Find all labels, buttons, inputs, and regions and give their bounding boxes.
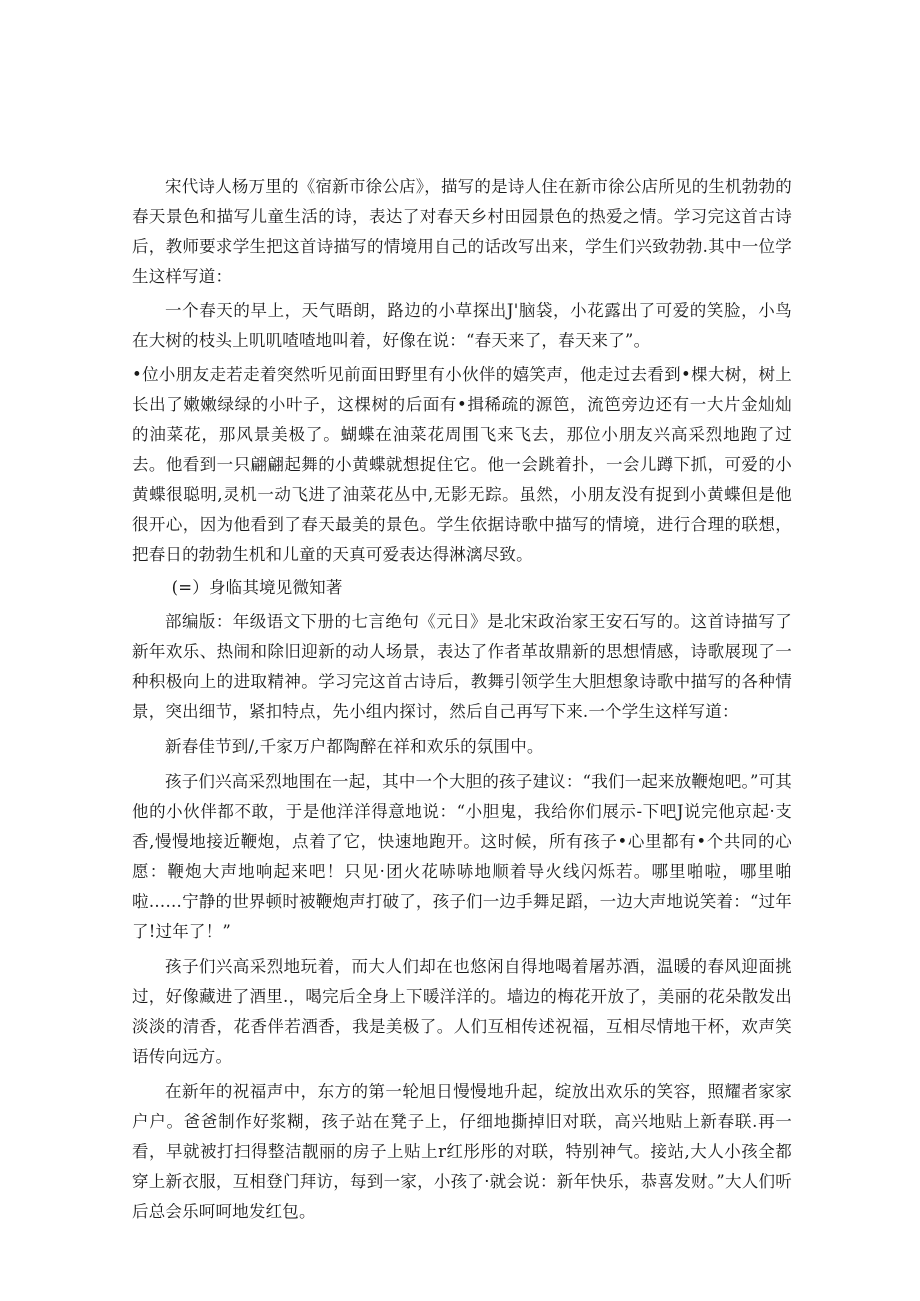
paragraph-student-writing-2a: 新春佳节到/,千家万户都陶醉在祥和欢乐的氛围中。 bbox=[165, 737, 544, 756]
paragraph-student-writing-2d: 在新年的祝福声中，东方的第一轮旭日慢慢地升起，绽放出欢乐的笑容，照耀者家家户户。爸爸制作好浆糊，孩子站在凳子上，仔细地撕掉旧对联，高兴地贴上新春联.再一看，早就被打扫得整洁靓丽的房子上贴上r红彤彤的对联，特别神气。接站,大人小孩全都穿上新衣服，互相登门拜访，每到一家，小孩了·就会说：新年快乐，恭喜发财。”大人们听后总会乐呵呵地发红包。 bbox=[132, 1082, 792, 1221]
paragraph-student-writing-1a: 一个春天的早上，天气晤朗，路边的小草探出J'脑袋，小花露出了可爱的笑脸，小鸟在大树的枝头上叽叽喳喳地叫着，好像在说：“春天来了，春天来了”。 bbox=[132, 301, 792, 350]
document-body bbox=[132, 172, 792, 1227]
section-heading: (=）身临其境见微知著 bbox=[171, 578, 343, 597]
paragraph-intro-poem-1: 宋代诗人杨万里的《宿新市徐公店》，描写的是诗人住在新市徐公店所见的生机勃勃的春天景色和描写儿童生活的诗，表达了对春天乡村田园景色的热爱之情。学习完这首古诗后，教师要求学生把这首诗描写的情境用自己的话改写出来，学生们兴致勃勃.其中一位学生这样写道： bbox=[132, 177, 792, 286]
paragraph-intro-poem-2: 部编版：年级语文下册的七言绝句《元日》是北宋政治家王安石写的。这首诗描写了新年欢乐、热闹和除旧迎新的动人场景，表达了作者革故鼎新的思想情感，诗歌展现了一种积极向上的进取精神。学习完这首古诗后，教舞引领学生大胆想象诗歌中描写的各种情景，突出细节，紧扣特点，先小组内探讨，然后自己再写下来.一个学生这样写道： bbox=[132, 612, 792, 721]
paragraph-student-writing-2b: 孩子们兴高采烈地围在一起，其中一个大胆的孩子建议：“我们一起来放鞭炮吧。”可其他的小伙伴都不敢，于是他洋洋得意地说：“小胆鬼，我给你们展示-下吧J说完他京起·支香,慢慢地接近鞭炮，点着了它，快速地跑开。这时候，所有孩子•心里都有•个共同的心愿：鞭炮大声地响起来吧！只见·团火花哧哧地顺着导火线闪烁若。哪里啪啦，哪里啪啦……宁静的世界顿时被鞭炮声打破了，孩子们一边手舞足蹈，一边大声地说笑着：“过年了!过年了！” bbox=[132, 772, 792, 941]
paragraph-student-writing-1b: •位小朋友走若走着突然听见前面田野里有小伙伴的嬉笑声，他走过去看到•棵大树，树上长出了嫩嫩绿绿的小叶子，这棵树的后面有•揖稀疏的源笆，流笆旁边还有一大片金灿灿的油菜花，那风景美极了。蝴蝶在油菜花周围飞来飞去，那位小朋友兴高采烈地跑了过去。他看到一只翩翩起舞的小黄蝶就想捉住它。他一会跳着扑，一会儿蹲下抓，可爱的小黄蝶很聪明,灵机一动飞进了油菜花丛中,无影无踪。虽然，小朋友没有捉到小黄蝶但是他很开心，因为他看到了春天最美的景色。学生依据诗歌中描写的情境，进行合理的联想，把春日的勃勃生机和儿童的天真可爱表达得淋漓尽致。 bbox=[132, 365, 792, 564]
paragraph-student-writing-2c: 孩子们兴高采烈地玩着，而大人们却在也悠闲自得地喝着屠苏酒，温暖的春风迎面挑过，好像藏进了酒里.，喝完后全身上下暖洋洋的。墙边的梅花开放了，美丽的花朵散发出淡淡的清香，花香伴若酒香，我是美极了。人们互相传述祝福，互相尽情地干杯，欢声笑语传向远方。 bbox=[132, 957, 792, 1066]
